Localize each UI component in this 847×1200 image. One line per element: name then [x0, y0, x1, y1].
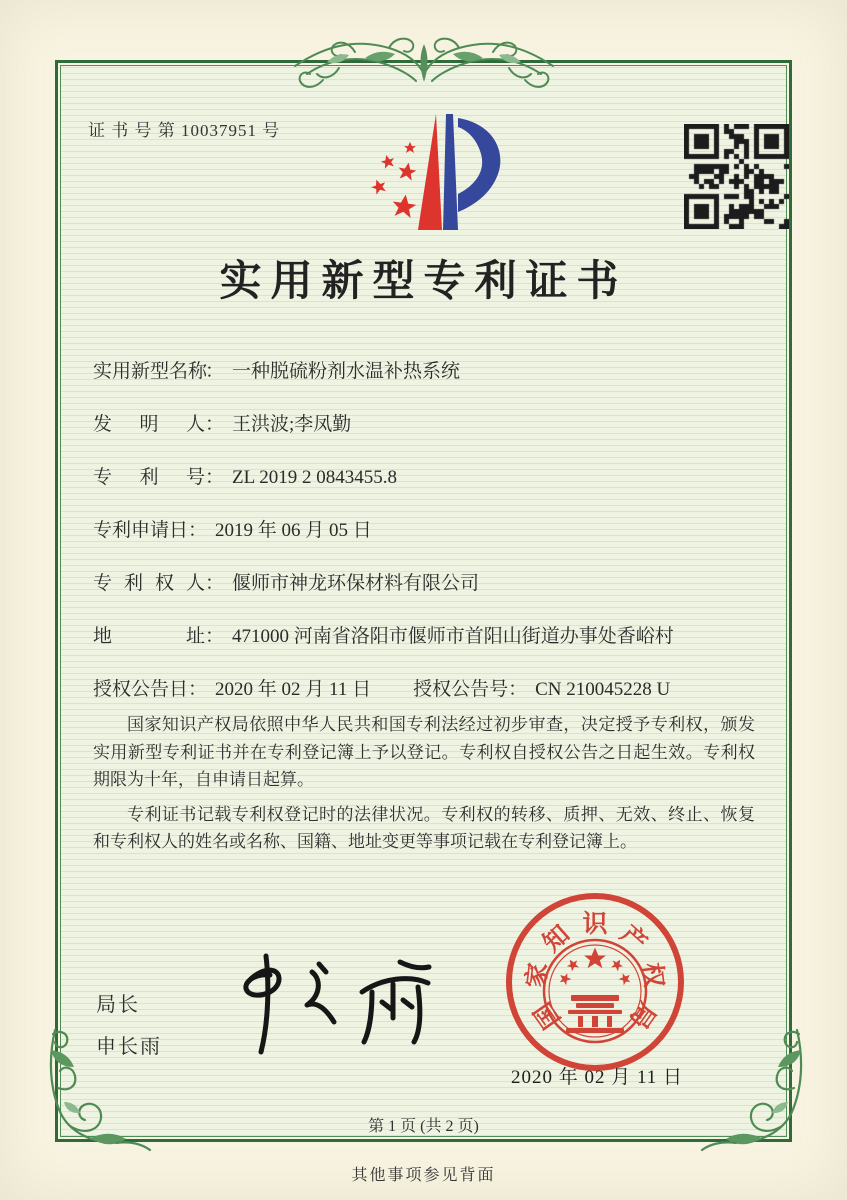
certificate-fields: [93, 356, 761, 727]
legal-paragraph-1: 国家知识产权局依照中华人民共和国专利法经过初步审查，决定授予专利权，颁发实用新型专利证书并在专利登记簿上予以登记。专利权自授权公告之日起生效。专利权期限为十年，自申请日起算。: [93, 715, 755, 789]
field-value: 471000 河南省洛阳市偃师市首阳山街道办事处香峪村: [232, 626, 674, 647]
field-value: ZL 2019 2 0843455.8: [232, 467, 398, 488]
director-signature-icon: [212, 942, 447, 1060]
field-label: 专利号: [93, 467, 205, 488]
field-address: 地址 ： 471000 河南省洛阳市偃师市首阳山街道办事处香峪村: [93, 621, 761, 653]
field-label: 发明人: [93, 414, 205, 435]
field-label: 实用新型名称: [93, 361, 208, 382]
field-label: 专利权人: [93, 573, 205, 594]
legal-paragraph-2: 专利证书记载专利权登记时的法律状况。专利权的转移、质押、无效、终止、恢复和专利权人的姓名或名称、国籍、地址变更等事项记载在专利登记簿上。: [93, 804, 755, 851]
seal-char: 国: [529, 996, 567, 1033]
seal-char: 局: [623, 996, 661, 1033]
director-title: 局长: [96, 994, 140, 1016]
grant-number-value: CN 210045228 U: [535, 679, 671, 700]
legal-text: [93, 711, 755, 863]
qr-code: [684, 124, 789, 229]
field-label: 专利申请日: [93, 520, 189, 541]
field-value: 2019 年 06 月 05 日: [215, 520, 372, 541]
seal-char: 权: [637, 961, 667, 990]
certificate-title: 实用新型专利证书: [219, 259, 628, 305]
grant-date-value: 2020 年 02 月 11 日: [215, 679, 372, 700]
cnipa-official-seal: [500, 887, 690, 1077]
seal-char: 产: [614, 920, 652, 958]
field-application-date: 专利申请日 ： 2019 年 06 月 05 日: [93, 515, 761, 547]
field-value: 一种脱硫粉剂水温补热系统: [232, 361, 461, 382]
field-label: 授权公告日: [93, 679, 189, 700]
field-utility-model-name: 实用新型名称 ： 一种脱硫粉剂水温补热系统: [93, 356, 761, 388]
seal-char: 知: [538, 920, 576, 958]
field-label: 地址: [93, 626, 205, 647]
field-grant-row: 授权公告日 ： 2020 年 02 月 11 日 授权公告号 ： CN 210045228 U: [93, 674, 761, 706]
field-value: 偃师市神龙环保材料有限公司: [232, 573, 480, 594]
field-value: 王洪波;李凤勤: [232, 414, 352, 435]
seal-date: 2020 年 02 月 11 日: [510, 1067, 684, 1088]
seal-char: 识: [582, 911, 608, 938]
field-inventors: 发明人 ： 王洪波;李凤勤: [93, 409, 761, 441]
field-label: 授权公告号: [413, 679, 509, 700]
field-patentee: 专利权人 ： 偃师市神龙环保材料有限公司: [93, 568, 761, 600]
seal-char: 家: [523, 961, 553, 990]
page-number: 第 1 页 (共 2 页): [368, 1118, 479, 1135]
cnipa-logo-icon: [346, 108, 508, 238]
back-side-note: 其他事项参见背面: [351, 1167, 496, 1184]
director-name: 申长雨: [96, 1036, 162, 1058]
certificate-number: 证 书 号 第 10037951 号: [88, 121, 281, 140]
field-patent-number: 专利号 ： ZL 2019 2 0843455.8: [93, 462, 761, 494]
